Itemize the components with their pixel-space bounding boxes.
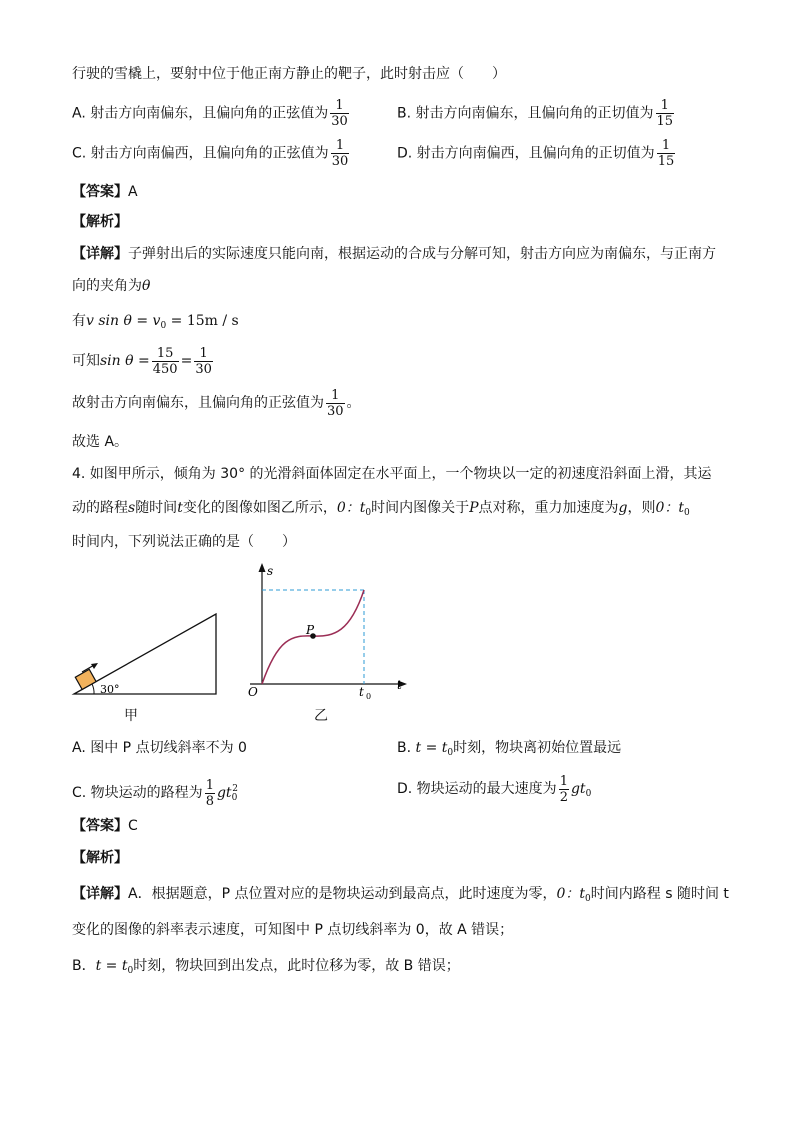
- t0-label: t: [359, 685, 364, 699]
- q3-option-a: A. 射击方向南偏东，且偏向角的正弦值为 $\frac{1}{30}$: [72, 98, 348, 129]
- fraction: $\frac{1}{2}$: [559, 773, 568, 805]
- q3-stem: 行驶的雪橇上，要射中位于他正南方静止的靶子，此时射击应（ ）: [72, 66, 506, 82]
- s-axis-arrow: [259, 563, 266, 572]
- figure-yi-caption: 乙: [314, 708, 328, 724]
- p-label: P: [306, 623, 315, 637]
- fraction: $\frac{1}{30}$: [331, 138, 349, 169]
- fraction: $\frac{15}{450}$: [152, 345, 178, 377]
- q4-option-c: C. 物块运动的路程为 $\frac{1}{8}$ $gt_0^2$: [72, 777, 239, 809]
- q3-option-b: B. 射击方向南偏东，且偏向角的正切值为 $\frac{1}{15}$: [397, 98, 674, 129]
- q4-detail-b: B．$t = t_0$时刻，物块回到出发点，此时位移为零，故 B 错误；: [72, 958, 460, 976]
- t-label: t: [397, 678, 402, 692]
- q3-detail-line2: 向的夹角为θ: [72, 278, 151, 294]
- q3-analysis-label: 【解析】: [72, 214, 128, 230]
- q4-answer: 【答案】C: [72, 818, 138, 834]
- q4-stem-line1: 4. 如图甲所示，倾角为 30° 的光滑斜面体固定在水平面上，一个物块以一定的初速度沿斜面上滑，其运: [72, 466, 712, 482]
- q4-detail-a-line2: 变化的图像的斜率表示速度，可知图中 P 点切线斜率为 0，故 A 错误；: [72, 922, 514, 938]
- t0-subscript: 0: [366, 692, 372, 701]
- origin-label: O: [248, 685, 258, 699]
- q3-answer: 【答案】A: [72, 184, 138, 200]
- angle-arc: [92, 684, 94, 694]
- q3-equation-2: 可知sin θ = $\frac{15}{450}$ = $\frac{1}{30}$: [72, 345, 212, 377]
- angle-label: 30°: [100, 683, 120, 696]
- q3-detail-line1: 【详解】子弹射出后的实际速度只能向南，根据运动的合成与分解可知，射击方向应为南偏东，与正南方: [72, 246, 716, 262]
- fraction: $\frac{1}{30}$: [195, 345, 212, 377]
- q3-equation-1: 有v $\sin \theta = v_0 = 15m / s$: [72, 313, 239, 331]
- q4-option-a: A. 图中 P 点切线斜率不为 0: [72, 740, 247, 756]
- fraction: $\frac{1}{30}$: [331, 98, 348, 129]
- q4-stem-line2: 动的路程s随时间t变化的图像如图乙所示，0：$t_0$时间内图像关于P点对称，重力加速度为g，则0：$t_0$: [72, 500, 690, 518]
- q4-option-b: B. $t = t_0$时刻，物块离初始位置最远: [397, 740, 622, 758]
- fraction: $\frac{1}{15}$: [656, 98, 674, 129]
- figure-jia-incline: [66, 606, 226, 726]
- figure-jia-caption: 甲: [124, 708, 138, 724]
- figure-yi-graph: [240, 560, 420, 710]
- fraction: $\frac{1}{8}$: [205, 777, 214, 809]
- q3-option-c: C. 射击方向南偏西，且偏向角的正弦值为 $\frac{1}{30}$: [72, 138, 349, 169]
- q4-stem-line3: 时间内，下列说法正确的是（ ）: [72, 534, 296, 550]
- q4-detail-a-line1: 【详解】A．根据题意，P 点位置对应的是物块运动到最高点，此时速度为零，0：$t_0$时间内路程 s 随时间 t: [72, 886, 729, 904]
- q4-analysis-label: 【解析】: [72, 850, 128, 866]
- fraction: $\frac{1}{15}$: [657, 138, 675, 169]
- s-label: s: [267, 564, 274, 578]
- fraction: $\frac{1}{30}$: [327, 387, 344, 419]
- q3-option-d: D. 射击方向南偏西，且偏向角的正切值为 $\frac{1}{15}$: [397, 138, 675, 169]
- q4-option-d: D. 物块运动的最大速度为 $\frac{1}{2}$ $gt_0$: [397, 773, 592, 805]
- q3-choose: 故选 A。: [72, 434, 129, 450]
- q3-conclusion: 故射击方向南偏东，且偏向角的正弦值为 $\frac{1}{30}$ 。: [72, 387, 361, 419]
